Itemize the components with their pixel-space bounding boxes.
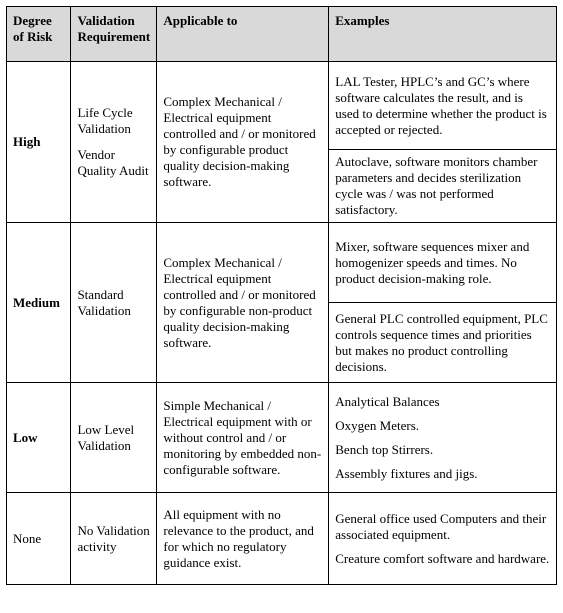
validation-text: Standard Validation: [77, 286, 131, 318]
header-row: [7, 7, 557, 62]
validation-text: Life Cycle Validation: [77, 105, 133, 136]
risk-level-medium: Medium: [7, 223, 71, 383]
header-examples: Examples: [329, 7, 557, 62]
validation-medium: [71, 223, 157, 383]
table-row-medium: [7, 223, 557, 303]
example-item: General office used Computers and their associated equipment.: [335, 510, 547, 542]
example-high-2: Autoclave, software monitors chamber parameters and decides sterilization cycle was / was not performed satisfactory.: [329, 150, 557, 223]
applicable-none: All equipment with no relevance to the product, and for which no regulatory guidance exist.: [157, 493, 329, 585]
applicable-high: Complex Mechanical / Electrical equipment controlled and / or monitored by configurable product quality decision-making software.: [157, 62, 329, 223]
applicable-medium: Complex Mechanical / Electrical equipment controlled and / or monitored by configurable non-product quality decision-making software.: [157, 223, 329, 383]
table-row-low: [7, 383, 557, 493]
example-medium-1: Mixer, software sequences mixer and homogenizer speeds and times. No product decision-making role.: [329, 223, 557, 303]
header-validation-requirement: Validation Requirement: [71, 7, 157, 62]
examples-low: [329, 383, 557, 493]
validation-high: [71, 62, 157, 223]
example-item: Oxygen Meters.: [335, 417, 420, 433]
validation-text: No Validation activity: [77, 522, 150, 554]
risk-level-low: Low: [7, 383, 71, 493]
example-item: Creature comfort software and hardware.: [335, 550, 550, 566]
header-degree-of-risk: Degree of Risk: [7, 7, 71, 62]
validation-low: [71, 383, 157, 493]
risk-level-high: High: [7, 62, 71, 223]
example-medium-2: General PLC controlled equipment, PLC controls sequence times and priorities but makes no product controlling decisions.: [329, 303, 557, 383]
example-high-1: LAL Tester, HPLC’s and GC’s where software calculates the result, and is used to determine whether the product is accepted or rejected.: [329, 62, 557, 150]
risk-level-none: None: [7, 493, 71, 585]
validation-none: [71, 493, 157, 585]
table-row-high: [7, 62, 557, 150]
examples-none: [329, 493, 557, 585]
example-item: Analytical Balances: [335, 393, 440, 409]
example-item: Assembly fixtures and jigs.: [335, 465, 478, 481]
risk-validation-table: [6, 6, 557, 585]
header-applicable-to: Applicable to: [157, 7, 329, 62]
validation-text: Vendor Quality Audit: [77, 147, 149, 178]
validation-text: Low Level Validation: [77, 421, 135, 453]
applicable-low: Simple Mechanical / Electrical equipment with or without control and / or monitoring by embedded non-configurable software.: [157, 383, 329, 493]
example-item: Bench top Stirrers.: [335, 441, 434, 457]
table-row-none: [7, 493, 557, 585]
